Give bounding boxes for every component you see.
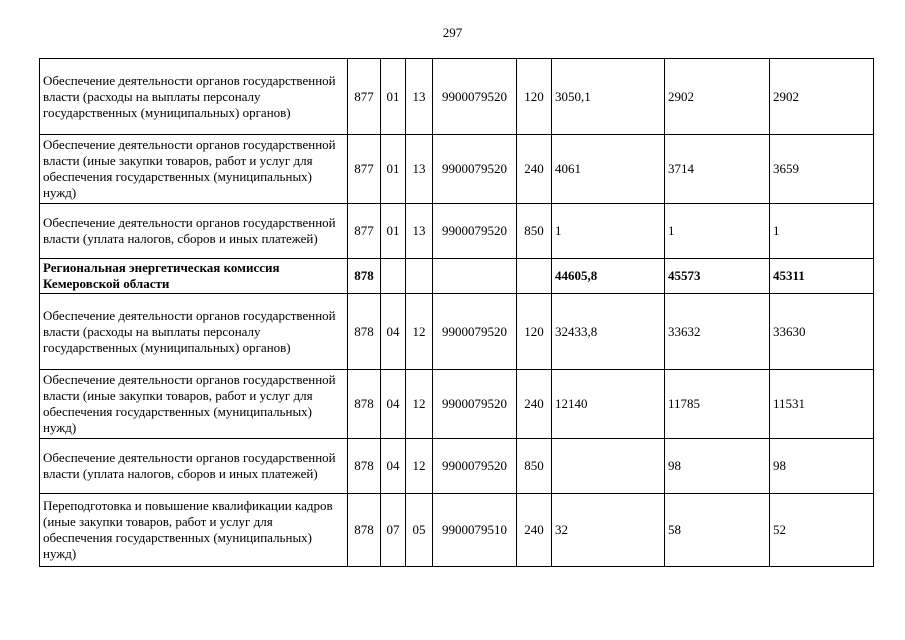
row-amount-year1: 12140 [552,370,665,439]
row-amount-year1: 32433,8 [552,294,665,370]
row-rz-code: 01 [381,135,406,204]
row-pr-code: 12 [406,370,433,439]
row-amount-year2: 1 [665,204,770,259]
row-amount-year2: 2902 [665,59,770,135]
row-amount-year1: 32 [552,494,665,567]
row-amount-year1: 4061 [552,135,665,204]
row-ved-code: 878 [348,259,381,294]
row-amount-year1: 3050,1 [552,59,665,135]
page-number: 297 [442,25,463,40]
row-pr-code: 13 [406,135,433,204]
row-name: Обеспечение деятельности органов государственной власти (расходы на выплаты персоналу государственных (муниципальных) органов) [40,294,348,370]
row-rz-code: 01 [381,204,406,259]
row-vr-code: 240 [517,494,552,567]
row-ved-code: 877 [348,204,381,259]
row-ved-code: 877 [348,59,381,135]
budget-table [39,58,874,567]
table-row [40,259,874,294]
table-row [40,204,874,259]
row-name: Переподготовка и повышение квалификации кадров (иные закупки товаров, работ и услуг для обеспечения государственных (муниципальных) нужд) [40,494,348,567]
row-amount-year3: 52 [770,494,874,567]
row-rz-code: 01 [381,59,406,135]
table-row [40,494,874,567]
row-vr-code: 850 [517,204,552,259]
row-pr-code: 05 [406,494,433,567]
row-amount-year3: 3659 [770,135,874,204]
row-name: Обеспечение деятельности органов государственной власти (уплата налогов, сборов и иных платежей) [40,204,348,259]
row-csr-code: 9900079520 [433,204,517,259]
row-amount-year2: 98 [665,439,770,494]
row-ved-code: 878 [348,294,381,370]
row-amount-year3: 2902 [770,59,874,135]
table-row [40,135,874,204]
table-row [40,294,874,370]
row-vr-code: 240 [517,135,552,204]
row-amount-year2: 11785 [665,370,770,439]
row-pr-code: 13 [406,59,433,135]
row-pr-code [406,259,433,294]
row-amount-year3: 98 [770,439,874,494]
row-name: Региональная энергетическая комиссия Кемеровской области [40,259,348,294]
table-body [40,59,874,567]
row-amount-year1: 1 [552,204,665,259]
row-csr-code: 9900079520 [433,370,517,439]
row-amount-year2: 58 [665,494,770,567]
row-ved-code: 878 [348,494,381,567]
row-vr-code: 120 [517,59,552,135]
row-amount-year2: 33632 [665,294,770,370]
row-vr-code: 120 [517,294,552,370]
row-name: Обеспечение деятельности органов государственной власти (иные закупки товаров, работ и услуг для обеспечения государственных (муниципальных) нужд) [40,370,348,439]
table-row [40,439,874,494]
row-rz-code: 04 [381,439,406,494]
row-ved-code: 877 [348,135,381,204]
row-rz-code: 04 [381,370,406,439]
row-amount-year1 [552,439,665,494]
row-csr-code: 9900079520 [433,135,517,204]
row-rz-code: 04 [381,294,406,370]
row-amount-year3: 33630 [770,294,874,370]
row-amount-year3: 45311 [770,259,874,294]
row-amount-year3: 11531 [770,370,874,439]
row-pr-code: 12 [406,439,433,494]
row-csr-code [433,259,517,294]
table-row [40,370,874,439]
row-pr-code: 12 [406,294,433,370]
row-csr-code: 9900079520 [433,439,517,494]
row-vr-code: 850 [517,439,552,494]
row-csr-code: 9900079520 [433,294,517,370]
row-vr-code [517,259,552,294]
row-csr-code: 9900079510 [433,494,517,567]
row-pr-code: 13 [406,204,433,259]
row-vr-code: 240 [517,370,552,439]
row-name: Обеспечение деятельности органов государственной власти (уплата налогов, сборов и иных платежей) [40,439,348,494]
row-amount-year3: 1 [770,204,874,259]
row-name: Обеспечение деятельности органов государственной власти (иные закупки товаров, работ и услуг для обеспечения государственных (муниципальных) нужд) [40,135,348,204]
row-amount-year2: 45573 [665,259,770,294]
row-amount-year1: 44605,8 [552,259,665,294]
table-row [40,59,874,135]
row-csr-code: 9900079520 [433,59,517,135]
row-rz-code: 07 [381,494,406,567]
row-name: Обеспечение деятельности органов государственной власти (расходы на выплаты персоналу государственных (муниципальных) органов) [40,59,348,135]
row-rz-code [381,259,406,294]
row-amount-year2: 3714 [665,135,770,204]
row-ved-code: 878 [348,370,381,439]
row-ved-code: 878 [348,439,381,494]
